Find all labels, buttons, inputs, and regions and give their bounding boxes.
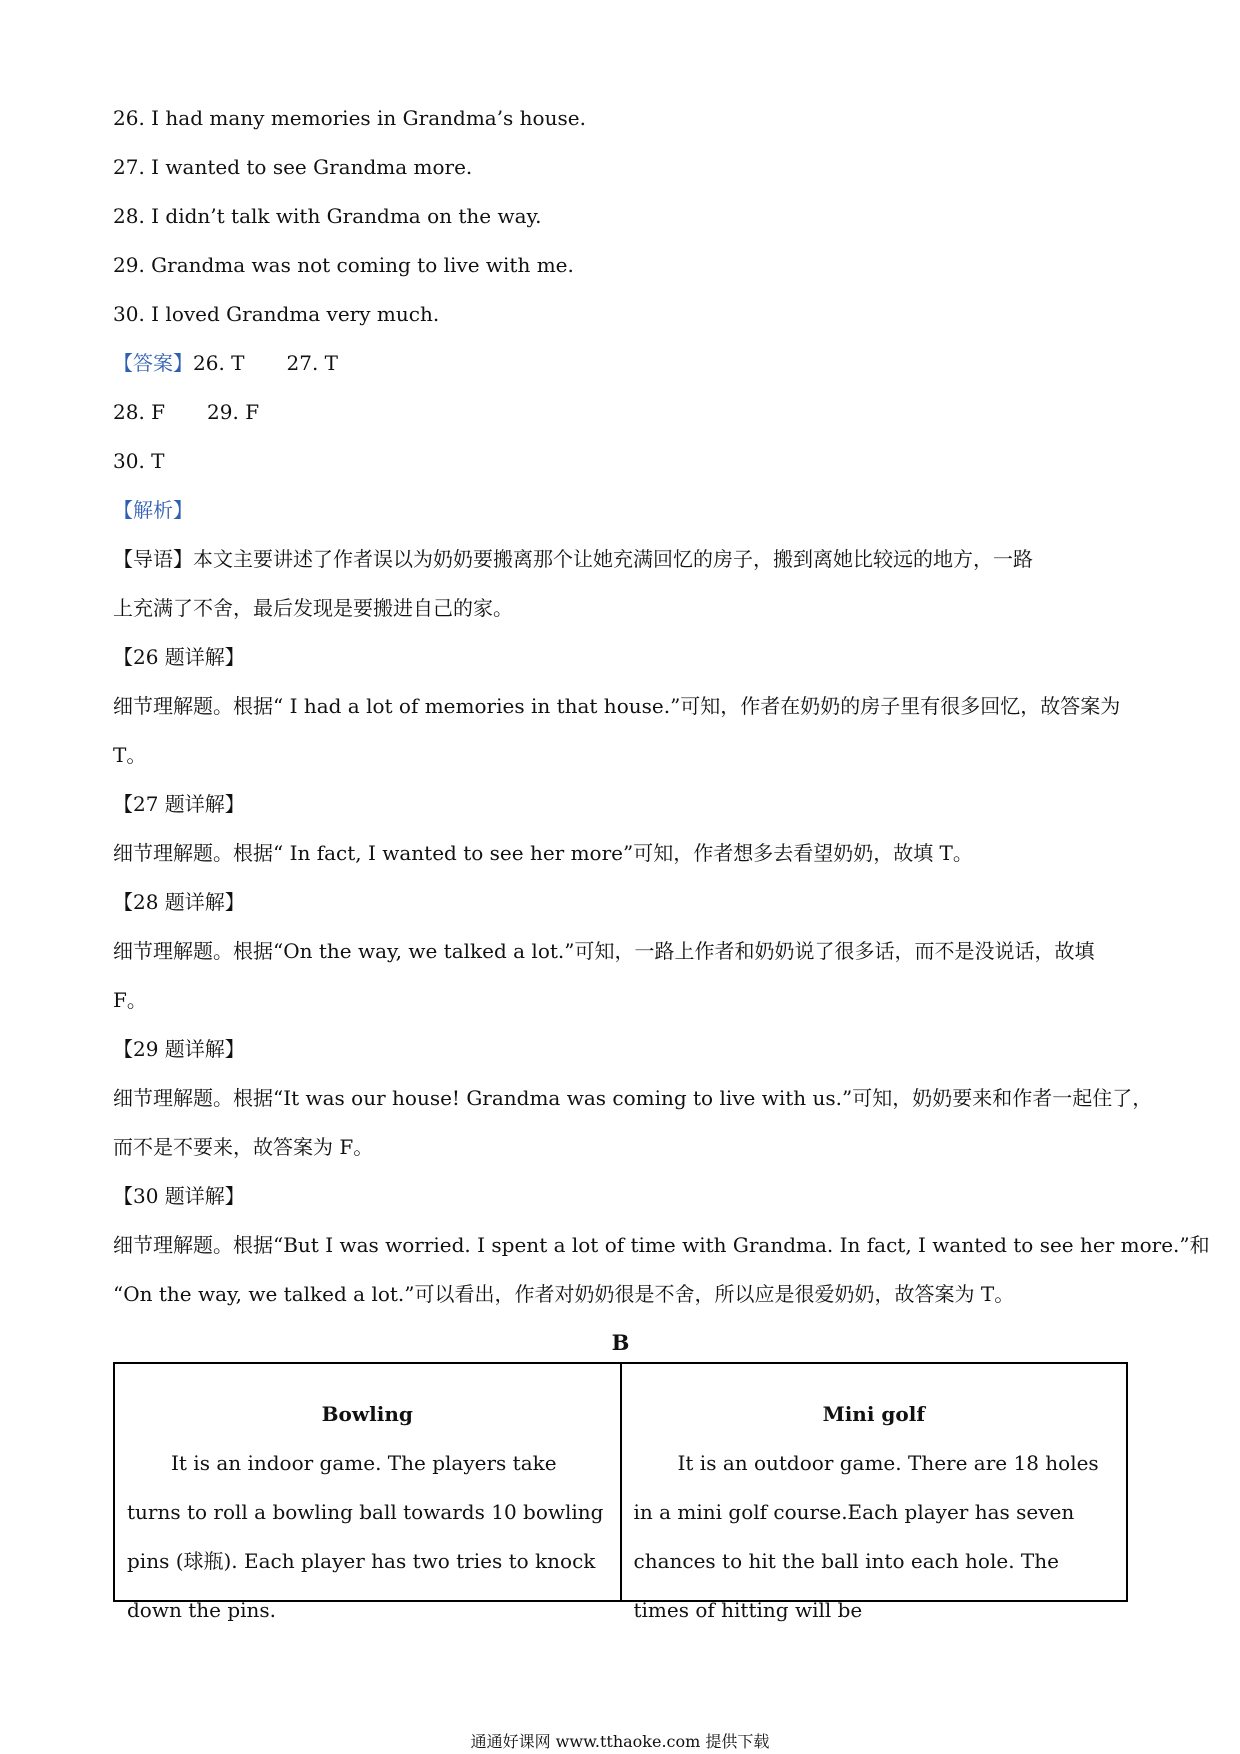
activities-table [113,1362,1128,1622]
answer-line-1 [113,349,338,377]
section-b-title: B [611,1330,630,1355]
question-28: 28. I didn’t talk with Grandma on the way. [113,204,542,228]
answer-27: 27. T [286,351,339,375]
answer-26: 26. T [193,351,245,375]
page-footer: 通通好课网 www.tthaoke.com 提供下载 [470,1732,770,1751]
detail-30-heading: 【30 题详解】 [113,1184,245,1208]
intro-line-2: 上充满了不舍，最后发现是要搬进自己的家。 [113,596,513,620]
detail-26-heading: 【26 题详解】 [113,645,245,669]
detail-26-line-1: 细节理解题。根据“ I had a lot of memories in that house.”可知，作者在奶奶的房子里有很多回忆，故答案为 [113,694,1121,718]
detail-29-heading: 【29 题详解】 [113,1037,245,1061]
detail-27-heading: 【27 题详解】 [113,792,245,816]
answer-30: 30. T [113,449,165,473]
cell-title: Mini golf [822,1402,925,1426]
cell-text: It is an outdoor game. There are 18 holes in a mini golf course.Each player has seven chances to hit the ball into each hole. The times of hitting will be [633,1451,1099,1622]
analysis-label: 【解析】 [113,498,193,522]
answer-label: 【答案】 [113,351,193,375]
detail-28-heading: 【28 题详解】 [113,890,245,914]
question-29: 29. Grandma was not coming to live with me. [113,253,574,277]
table-cell-bowling [115,1364,620,1622]
question-30: 30. I loved Grandma very much. [113,302,440,326]
answer-29: 29. F [207,400,260,424]
detail-28-line-1: 细节理解题。根据“On the way, we talked a lot.”可知，一路上作者和奶奶说了很多话，而不是没说话，故填 [113,939,1095,963]
question-26: 26. I had many memories in Grandma’s house. [113,106,586,130]
answer-line-2 [113,398,259,426]
answer-28: 28. F [113,400,166,424]
intro-line-1: 【导语】本文主要讲述了作者误以为奶奶要搬离那个让她充满回忆的房子，搬到离她比较远的地方，一路 [113,547,1033,571]
detail-26-line-2: T。 [113,743,147,767]
question-27: 27. I wanted to see Grandma more. [113,155,473,179]
detail-30-line-2: “On the way, we talked a lot.”可以看出，作者对奶奶很是不舍，所以应是很爱奶奶，故答案为 T。 [113,1282,1015,1306]
detail-29-line-2: 而不是不要来，故答案为 F。 [113,1135,374,1159]
detail-29-line-1: 细节理解题。根据“It was our house! Grandma was coming to live with us.”可知，奶奶要来和作者一起住了， [113,1086,1153,1110]
cell-text: It is an indoor game. The players take turns to roll a bowling ball towards 10 bowling pins (球瓶). Each player has two tries to knock down the pins. [127,1451,604,1622]
detail-27-line-1: 细节理解题。根据“ In fact, I wanted to see her more”可知，作者想多去看望奶奶，故填 T。 [113,841,973,865]
detail-28-line-2: F。 [113,988,147,1012]
table-cell-mini-golf [620,1364,1127,1622]
detail-30-line-1: 细节理解题。根据“But I was worried. I spent a lot of time with Grandma. In fact, I wanted to see her more.”和 [113,1233,1210,1257]
cell-title: Bowling [321,1402,413,1426]
